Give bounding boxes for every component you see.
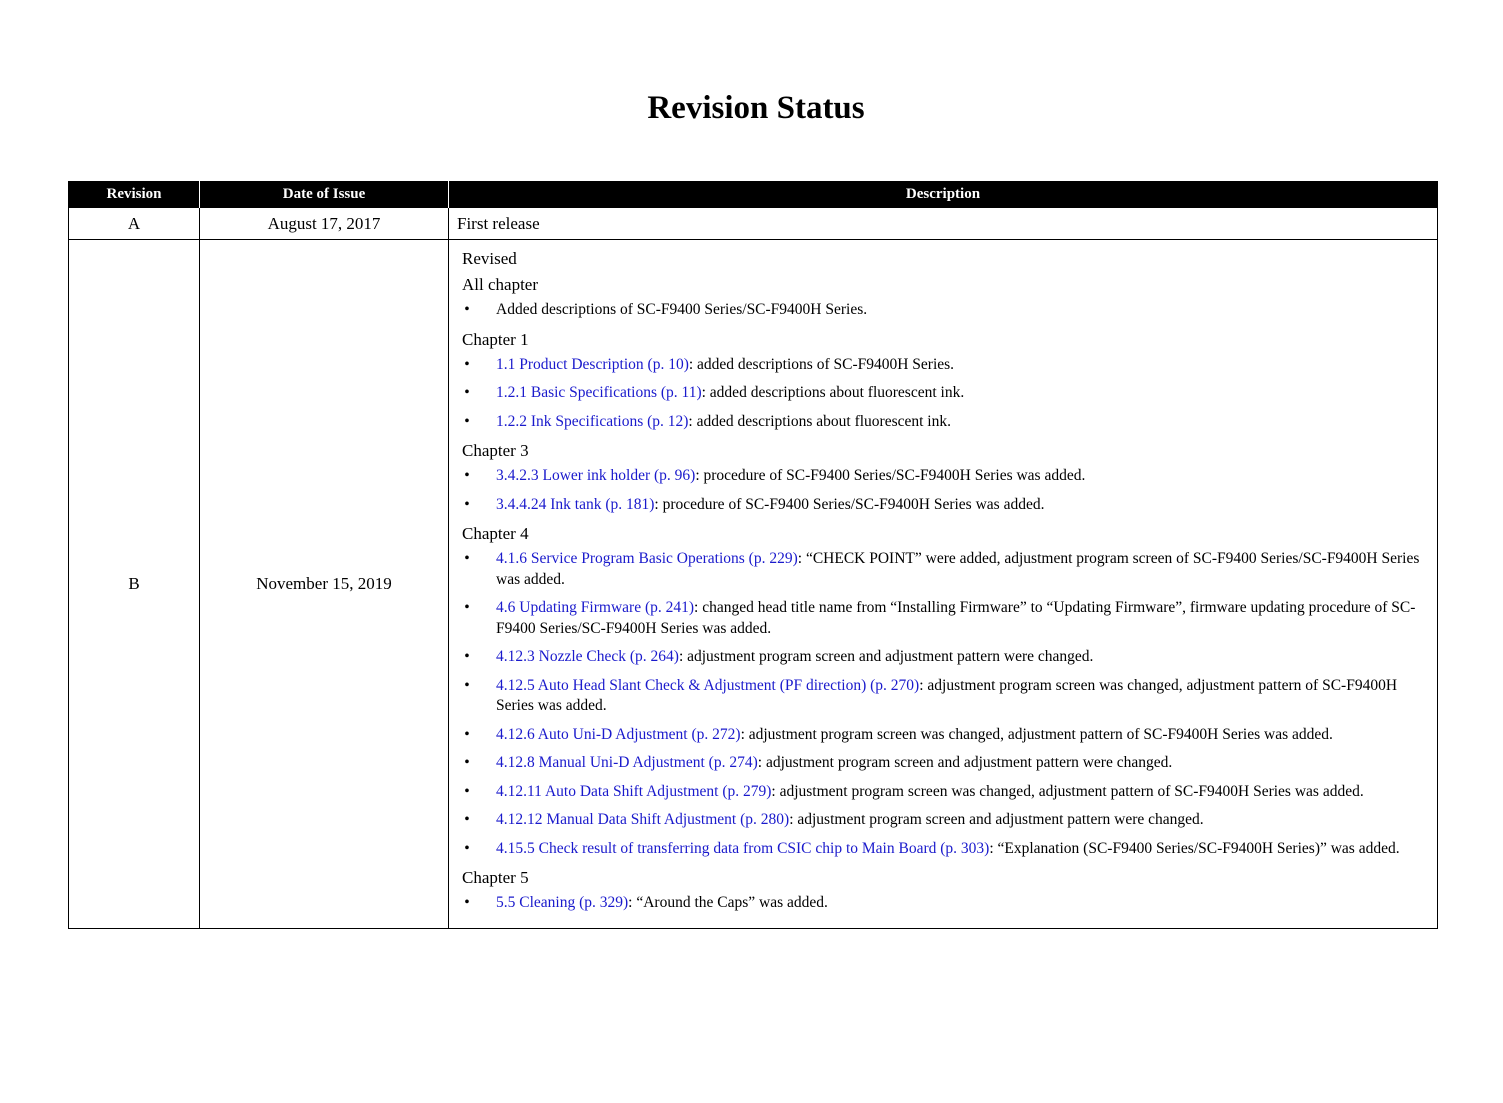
- change-description: : “Explanation (SC-F9400 Series/SC-F9400H Series)” was added.: [989, 839, 1400, 857]
- change-list: [462, 300, 1427, 321]
- list-item: [462, 676, 1427, 717]
- date-cell: November 15, 2019: [200, 240, 449, 929]
- change-description: : adjustment program screen was changed, adjustment pattern of SC-F9400H Series was added.: [771, 782, 1364, 800]
- list-item: [462, 725, 1427, 746]
- bullet-icon: •: [464, 599, 470, 616]
- bullet-icon: •: [464, 811, 470, 828]
- header-date-of-issue: Date of Issue: [200, 181, 449, 208]
- chapter-heading: All chapter: [462, 275, 538, 294]
- bullet-icon: •: [464, 550, 470, 567]
- list-item: [462, 782, 1427, 803]
- cross-reference-link[interactable]: 3.4.4.24 Ink tank (p. 181): [496, 495, 655, 513]
- list-item-text: [496, 355, 1427, 376]
- list-item-text: [496, 495, 1427, 516]
- bullet-icon: •: [464, 754, 470, 771]
- bullet-icon: •: [464, 648, 470, 665]
- list-item: [462, 549, 1427, 590]
- change-list: [462, 549, 1427, 859]
- bullet-icon: •: [464, 839, 470, 857]
- change-description: : added descriptions about fluorescent ink.: [701, 384, 965, 401]
- list-item-text: [496, 647, 1427, 668]
- cross-reference-link[interactable]: 4.12.3 Nozzle Check (p. 264): [496, 648, 679, 665]
- cross-reference-link[interactable]: 4.1.6 Service Program Basic Operations (p. 229): [496, 550, 798, 567]
- change-description: : adjustment program screen was changed, adjustment pattern of SC-F9400H Series was added.: [496, 676, 1398, 714]
- change-description: : “Around the Caps” was added.: [628, 894, 828, 911]
- bullet-icon: •: [464, 355, 470, 373]
- list-item-text: [496, 782, 1427, 803]
- cross-reference-link[interactable]: 4.12.8 Manual Uni-D Adjustment (p. 274): [496, 754, 758, 771]
- cross-reference-link[interactable]: 1.2.2 Ink Specifications (p. 12): [496, 412, 689, 430]
- cross-reference-link[interactable]: 4.12.6 Auto Uni-D Adjustment (p. 272): [496, 725, 741, 743]
- list-item: [462, 893, 1427, 914]
- cross-reference-link[interactable]: 4.6 Updating Firmware (p. 241): [496, 599, 695, 616]
- cross-reference-link[interactable]: 1.2.1 Basic Specifications (p. 11): [496, 384, 702, 401]
- list-item-text: [496, 466, 1427, 487]
- chapter-heading: Chapter 5: [462, 868, 529, 887]
- change-description: : procedure of SC-F9400 Series/SC-F9400H Series was added.: [695, 467, 1086, 484]
- bullet-icon: •: [464, 676, 470, 694]
- list-item-text: [496, 893, 1427, 914]
- bullet-icon: •: [464, 301, 470, 318]
- table-row-revision-a: [69, 208, 1438, 240]
- header-revision: Revision: [69, 181, 200, 208]
- change-description: : adjustment program screen and adjustment pattern were changed.: [678, 648, 1094, 665]
- cross-reference-link[interactable]: 4.12.5 Auto Head Slant Check & Adjustment (PF direction) (p. 270): [496, 676, 920, 694]
- list-item: [462, 647, 1427, 668]
- bullet-icon: •: [464, 894, 470, 911]
- cross-reference-link[interactable]: 5.5 Cleaning (p. 329): [496, 894, 629, 911]
- list-item-text: [496, 810, 1427, 831]
- bullet-icon: •: [464, 725, 470, 743]
- cross-reference-link[interactable]: 1.1 Product Description (p. 10): [496, 355, 689, 373]
- page-title: Revision Status: [647, 90, 865, 126]
- list-item-text: [496, 300, 1427, 321]
- cross-reference-link[interactable]: 4.15.5 Check result of transferring data from CSIC chip to Main Board (p. 303): [496, 839, 990, 857]
- list-item-text: [496, 753, 1427, 774]
- list-item-text: [496, 412, 1427, 433]
- bullet-icon: •: [464, 495, 470, 513]
- bullet-icon: •: [464, 782, 470, 800]
- list-item-text: [496, 549, 1427, 590]
- bullet-icon: •: [464, 384, 470, 401]
- cross-reference-link[interactable]: 3.4.2.3 Lower ink holder (p. 96): [496, 467, 696, 484]
- list-item: [462, 412, 1427, 433]
- list-item: [462, 495, 1427, 516]
- list-item: [462, 300, 1427, 321]
- revised-label: Revised: [462, 249, 517, 268]
- list-item: [462, 839, 1427, 860]
- revision-table: [68, 181, 1438, 929]
- change-description: : procedure of SC-F9400 Series/SC-F9400H Series was added.: [654, 495, 1045, 513]
- chapter-heading: Chapter 4: [462, 524, 529, 543]
- list-item-text: [496, 725, 1427, 746]
- list-item: [462, 753, 1427, 774]
- change-description: : added descriptions about fluorescent ink.: [688, 412, 951, 430]
- change-description: Added descriptions of SC-F9400 Series/SC-F9400H Series.: [496, 301, 868, 318]
- change-list: [462, 893, 1427, 914]
- change-description: : adjustment program screen and adjustment pattern were changed.: [757, 754, 1173, 771]
- chapter-heading: Chapter 3: [462, 441, 529, 460]
- revision-cell: A: [69, 208, 200, 240]
- cross-reference-link[interactable]: 4.12.11 Auto Data Shift Adjustment (p. 279): [496, 782, 772, 800]
- bullet-icon: •: [464, 412, 470, 430]
- change-list: [462, 355, 1427, 433]
- header-description: Description: [449, 181, 1438, 208]
- list-item: [462, 810, 1427, 831]
- list-item: [462, 383, 1427, 404]
- list-item-text: [496, 676, 1427, 717]
- list-item-text: [496, 839, 1427, 860]
- change-description: : “CHECK POINT” were added, adjustment program screen of SC-F9400 Series/SC-F9400H Series was added.: [496, 550, 1420, 588]
- change-description: : added descriptions of SC-F9400H Series.: [688, 355, 955, 373]
- change-description: : adjustment program screen was changed, adjustment pattern of SC-F9400H Series was added.: [740, 725, 1333, 743]
- list-item: [462, 598, 1427, 639]
- chapter-heading: Chapter 1: [462, 329, 529, 349]
- table-row-revision-b: [69, 240, 1438, 929]
- date-cell: August 17, 2017: [200, 208, 449, 240]
- list-item: [462, 355, 1427, 376]
- list-item-text: [496, 383, 1427, 404]
- description-cell: First release: [449, 208, 1438, 240]
- description-cell: [449, 240, 1438, 929]
- change-description: : changed head title name from “Installing Firmware” to “Updating Firmware”, firmware updating procedure of SC-F9400 Series/SC-F9400H Series was added.: [496, 599, 1416, 637]
- change-list: [462, 466, 1427, 515]
- table-header-row: [69, 181, 1438, 208]
- change-description: : adjustment program screen and adjustment pattern were changed.: [789, 811, 1204, 828]
- revision-cell: B: [69, 240, 200, 929]
- list-item-text: [496, 598, 1427, 639]
- bullet-icon: •: [464, 467, 470, 484]
- list-item: [462, 466, 1427, 487]
- cross-reference-link[interactable]: 4.12.12 Manual Data Shift Adjustment (p. 280): [496, 811, 790, 828]
